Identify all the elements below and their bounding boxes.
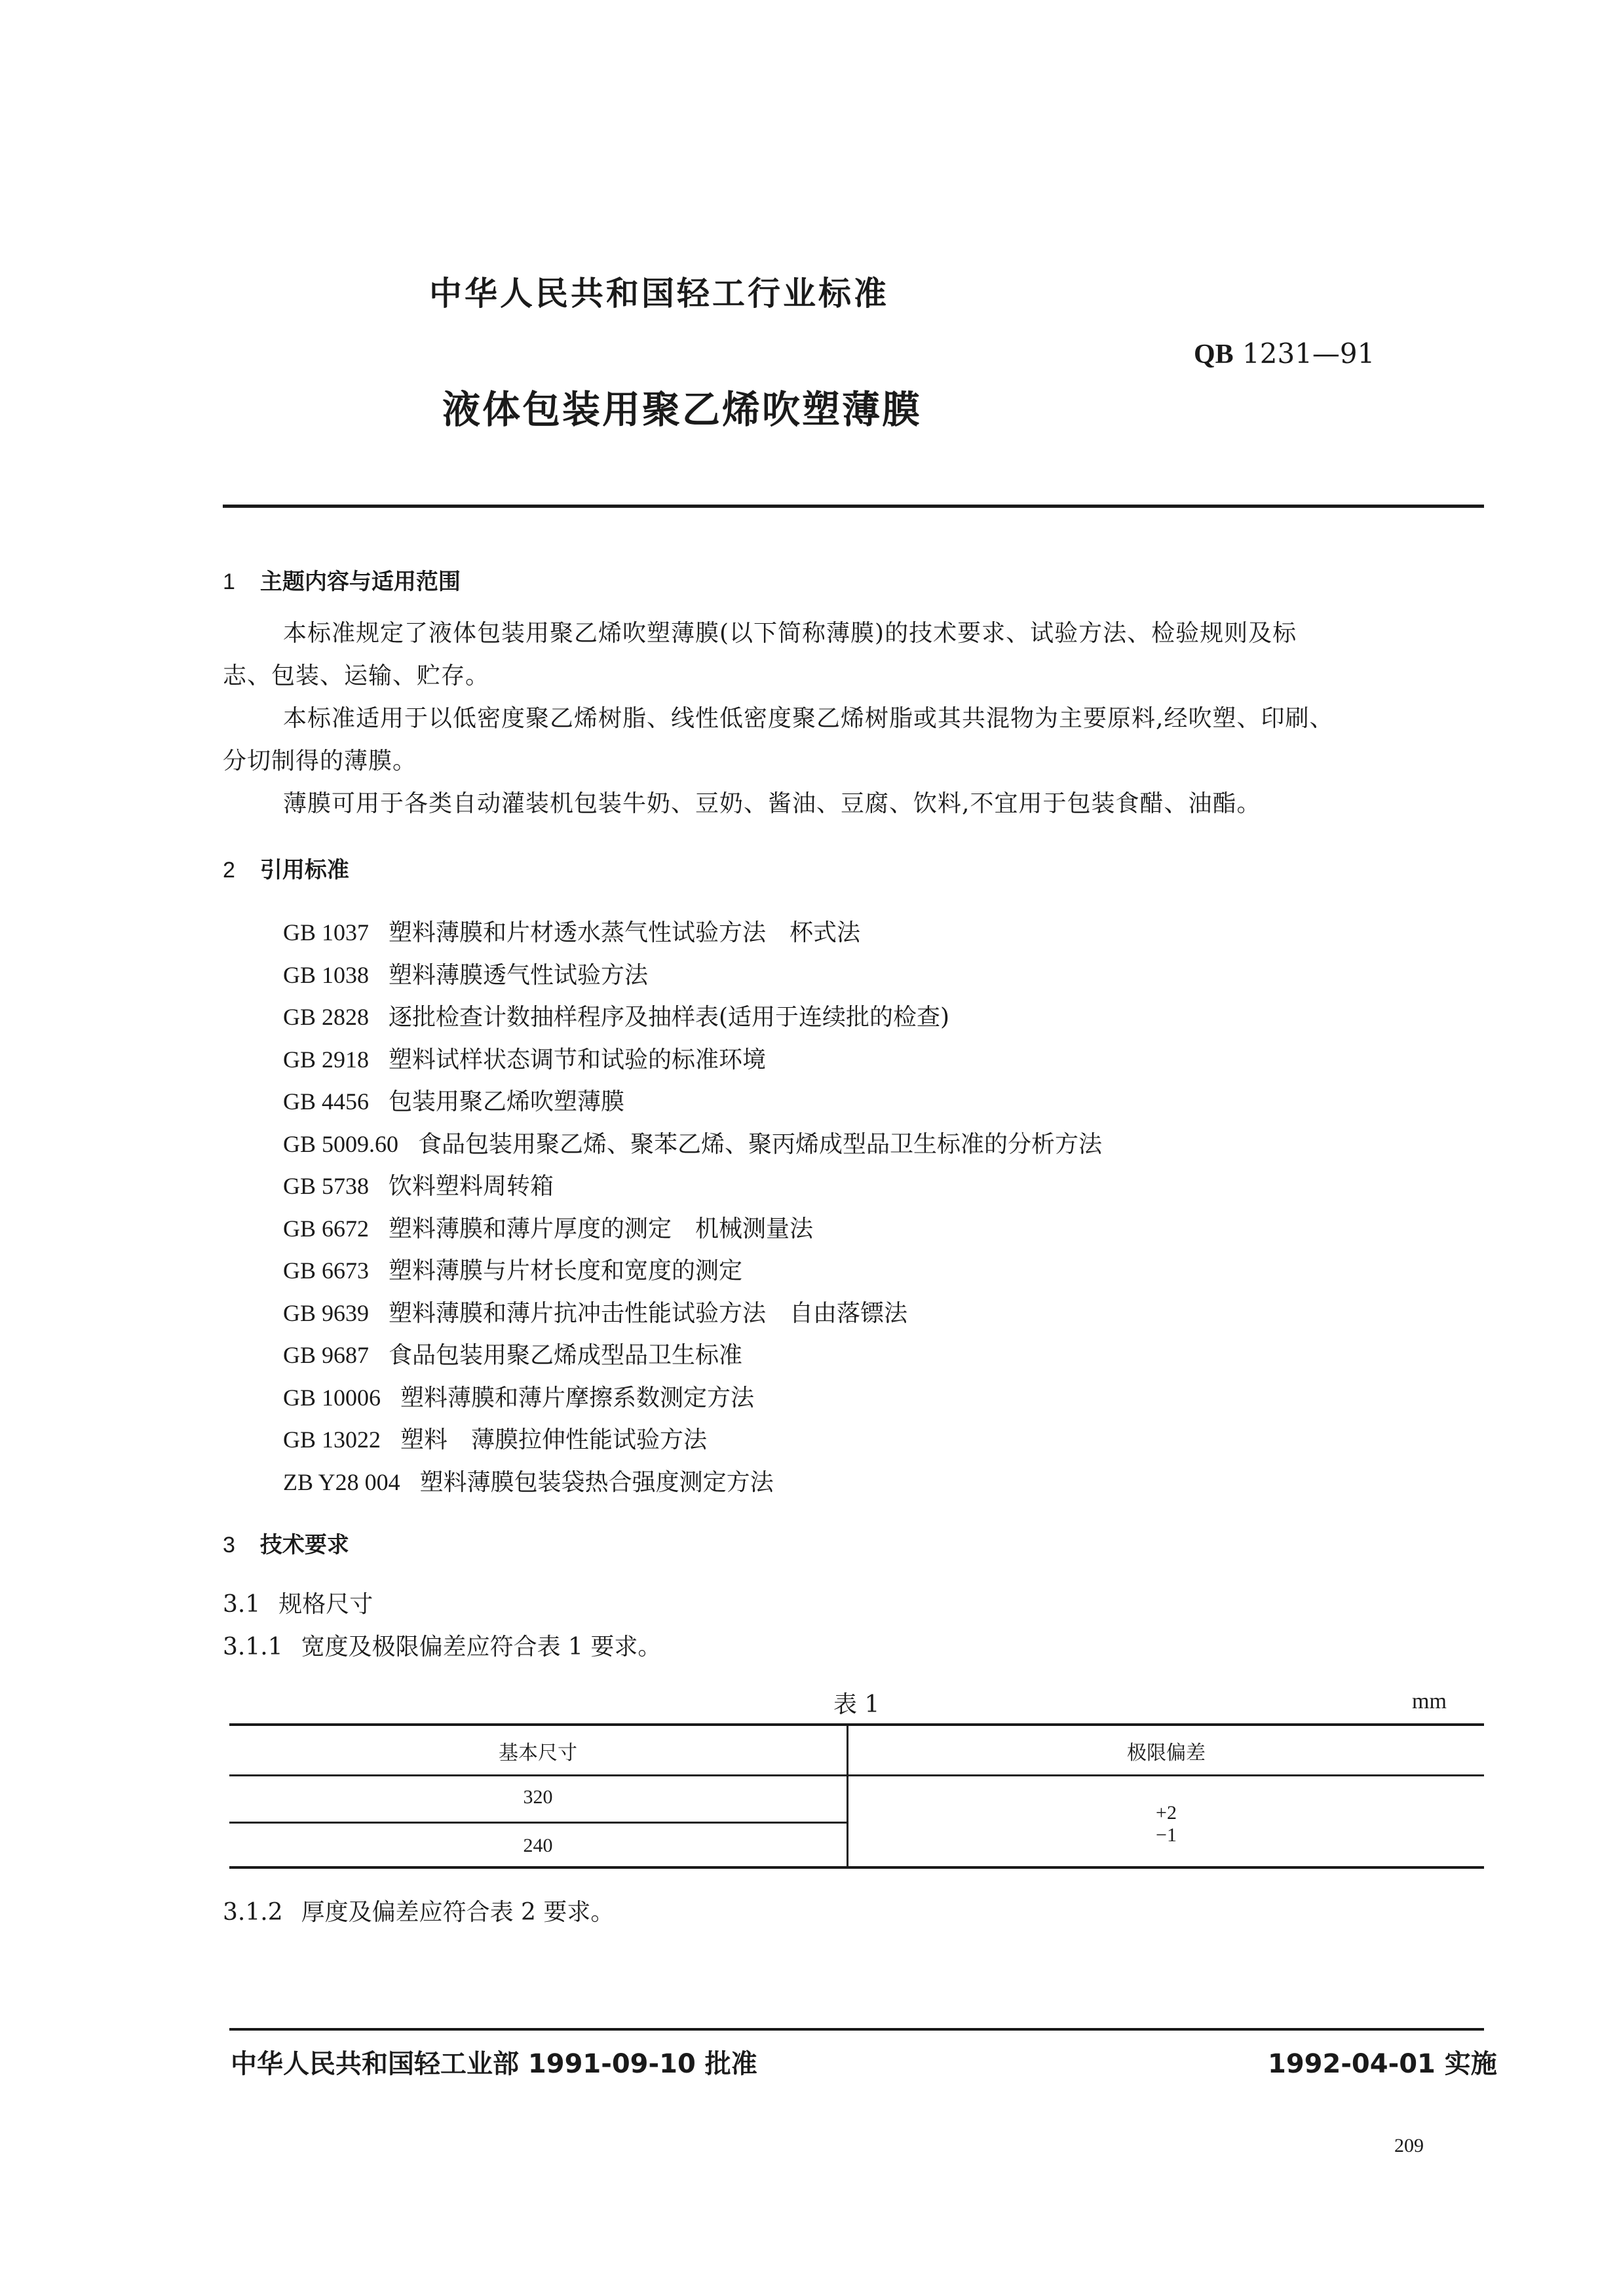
header-divider [223,505,1484,508]
reference-code: GB 10006 [283,1384,381,1411]
reference-item [283,957,648,990]
reference-title: 塑料薄膜与片材长度和宽度的测定 [389,1257,743,1284]
reference-code: GB 9687 [283,1342,370,1368]
page-number: 209 [1394,2135,1424,2156]
standard-code-prefix: QB [1194,339,1234,370]
reference-item [283,1464,774,1497]
reference-code: GB 6672 [283,1215,370,1242]
reference-item [283,1126,1102,1159]
table-top-rule [229,1723,1484,1726]
table-header-deviation: 极限偏差 [1127,1742,1206,1765]
standard-category-title: 中华人民共和国轻工行业标准 [429,275,889,313]
reference-item [283,1295,907,1328]
table-row-divider [229,1822,847,1824]
standard-code [1194,337,1375,370]
reference-title: 塑料薄膜和片材透水蒸气性试验方法 杯式法 [389,919,861,946]
table-cell-deviation-plus: +2 [1156,1802,1177,1824]
table-cell-basic-size-row-2: 240 [523,1835,553,1856]
section-3-heading: 3 技术要求 [223,1532,349,1558]
approval-statement: 中华人民共和国轻工业部 1991-09-10 批准 [231,2049,757,2079]
reference-title: 包装用聚乙烯吹塑薄膜 [389,1088,625,1115]
reference-code: GB 2918 [283,1046,370,1073]
table-header-rule [229,1774,1484,1776]
section-1-paragraph-2-line-1: 本标准适用于以低密度聚乙烯树脂、线性低密度聚乙烯树脂或其共混物为主要原料,经吹塑、印刷、 [283,705,1334,732]
reference-code: GB 6673 [283,1257,370,1284]
document-title: 液体包装用聚乙烯吹塑薄膜 [442,387,923,432]
section-1-paragraph-1-line-2: 志、包装、运输、贮存。 [223,662,490,689]
reference-title: 塑料薄膜和薄片抗冲击性能试验方法 自由落镖法 [389,1299,908,1327]
reference-title: 食品包装用聚乙烯、聚苯乙烯、聚丙烯成型品卫生标准的分析方法 [418,1130,1103,1158]
reference-title: 塑料试样状态调节和试验的标准环境 [389,1046,767,1073]
section-1-heading: 1 主题内容与适用范围 [223,569,461,595]
effective-date: 1992-04-01 实施 [1268,2049,1497,2079]
section-1-paragraph-3: 薄膜可用于各类自动灌装机包装牛奶、豆奶、酱油、豆腐、饮料,不宜用于包装食醋、油酯。 [283,790,1261,817]
reference-code: GB 4456 [283,1088,370,1115]
reference-item [283,1337,742,1370]
reference-item [283,1379,754,1413]
reference-title: 饮料塑料周转箱 [389,1173,554,1200]
reference-code: GB 1037 [283,919,370,946]
table-cell-deviation-minus: −1 [1156,1824,1177,1846]
reference-title: 塑料 薄膜拉伸性能试验方法 [400,1426,708,1453]
reference-item [283,1252,742,1286]
table-cell-basic-size-row-1: 320 [523,1786,553,1808]
footer-divider [229,2028,1484,2031]
section-2-heading: 2 引用标准 [223,857,349,883]
section-3-1-2-text: 3.1.2 厚度及偏差应符合表 2 要求。 [223,1899,615,1926]
table-1 [229,1723,1484,1869]
reference-item [283,914,860,947]
standard-code-number: 1231—91 [1242,337,1375,370]
section-3-1-heading: 3.1 规格尺寸 [223,1591,373,1618]
reference-code: GB 5738 [283,1173,370,1199]
reference-title: 塑料薄膜和薄片摩擦系数测定方法 [400,1384,755,1411]
section-3-1-1-text: 3.1.1 宽度及极限偏差应符合表 1 要求。 [223,1634,662,1660]
reference-item [283,1168,554,1201]
section-1-paragraph-1-line-1: 本标准规定了液体包装用聚乙烯吹塑薄膜(以下简称薄膜)的技术要求、试验方法、检验规则及标 [283,620,1297,647]
reference-item [283,1210,813,1244]
reference-code: GB 1038 [283,961,370,988]
reference-title: 塑料薄膜包装袋热合强度测定方法 [419,1468,774,1496]
table-1-unit: mm [1412,1689,1447,1713]
table-1-caption: 表 1 [833,1691,880,1718]
reference-item [283,1083,624,1117]
reference-code: GB 9639 [283,1299,370,1326]
reference-code: GB 13022 [283,1426,381,1453]
reference-title: 塑料薄膜透气性试验方法 [389,961,649,989]
reference-item [283,1421,707,1455]
reference-code: GB 5009.60 [283,1130,399,1157]
table-header-basic-size: 基本尺寸 [499,1742,577,1765]
reference-title: 逐批检查计数抽样程序及抽样表(适用于连续批的检查) [389,1004,950,1031]
reference-code: ZB Y28 004 [283,1468,400,1495]
reference-title: 食品包装用聚乙烯成型品卫生标准 [389,1342,743,1369]
section-1-paragraph-2-line-2: 分切制得的薄膜。 [223,748,417,775]
reference-title: 塑料薄膜和薄片厚度的测定 机械测量法 [389,1215,814,1242]
table-bottom-rule [229,1866,1484,1869]
reference-item [283,999,949,1032]
reference-item [283,1041,766,1075]
reference-code: GB 2828 [283,1004,370,1030]
